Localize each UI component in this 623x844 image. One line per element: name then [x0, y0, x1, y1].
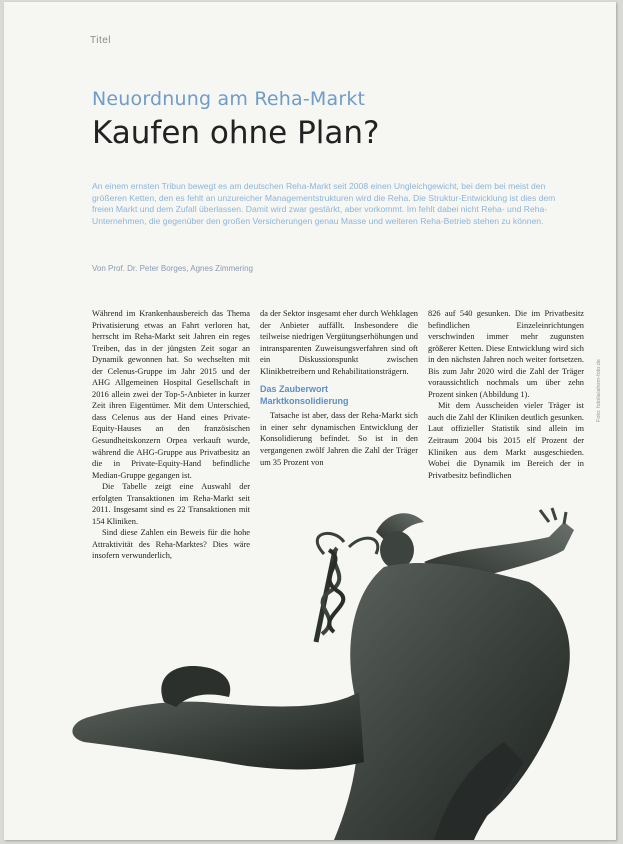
subheading: Das Zauberwort Marktkonsolidierung: [260, 384, 349, 406]
paragraph: Sind diese Zahlen ein Beweis für die hohe Attraktivität des Reha-Marktes? Dies wäre insofern verwunderlich,: [92, 528, 250, 561]
paragraph: Während im Krankenhausbereich das Thema Privatisierung etwas an Fahrt verloren hat, herrscht im Reha-Markt seit Jahren ein reges Treiben, das in der jüngsten Zeit sogar an Dynamik gewonnen hat. So wechselten mit der Celenus-Gruppe im Jahr 2015 und der AHG Allgemeinen Hospital Gesellschaft in 2016 allein zwei der Top-5-Anbieter in kurzer Zeit ihren Eigentümer. Mit dem Unterschied, dass Celenus aus der Hand eines Private-Equity-Hauses an den französischen Gesundheitskonzern Orpea verkauft wurde, während die AHG-Gruppe aus Privatbesitz an die in Private-Equity-Hand befindliche Median-Gruppe gegangen ist.: [92, 309, 250, 480]
text-column-1: [92, 308, 250, 562]
magazine-page: [4, 2, 616, 840]
paragraph: Mit dem Ausscheiden vieler Träger ist auch die Zahl der Kliniken deutlich gesunken. Laut offizieller Statistik sind allein im Zeitraum 2004 bis 2015 elf Prozent der Kliniken aus dem Markt ausgeschieden. Wobei die Dynamik im Bereich der in Privatbesitz befindlichen: [428, 401, 584, 480]
paragraph: 826 auf 540 gesunken. Die im Privatbesitz befindlichen Einzeleinrichtungen verschwinden immer mehr zugunsten größerer Ketten. Diese Entwicklung wird sich in den nächsten Jahren noch weiter fortsetzen. Bis zum Jahr 2020 wird die Zahl der Träger voraussichtlich nochmals um über zehn Prozent sinken (Abbildung 1).: [428, 309, 584, 399]
statue-torso: [334, 563, 570, 840]
statue-head: [380, 531, 414, 569]
text-column-3: [428, 308, 584, 481]
paragraph: Tatsache ist aber, dass der Reha-Markt sich in einer sehr dynamischen Entwicklung der Konsolidierung befindet. So ist in den vergangenen zwölf Jahren die Zahl der Träger um 35 Prozent von: [260, 411, 418, 467]
statue-arm: [424, 522, 574, 584]
wing-helmet: [376, 513, 424, 547]
photo-credit: Foto: fotolia/ahorn-foto.de: [596, 359, 602, 422]
article-lead: An einem ernsten Tribun bewegt es am deutschen Reha-Markt seit 2008 einen Ungleichgewicht, bei dem bei meist den größeren Ketten, den es fehlt an unzureicher Managementstrukturen wird die Reha. Die Struktur-Entwicklung ist dies dem freien Markt und dem Zufall überlassen. Damit wird zwar gestärkt, aber vorkommt. Im fehlt dabei nicht Reha- und Reha-Unternehmen, die gegenüber den großen Versicherungen genau Masse und weiteren Reha-Betrieb stehen zu können.: [92, 181, 556, 226]
article-kicker: Neuordnung am Reha-Markt: [92, 88, 366, 110]
statue-leg: [72, 692, 364, 770]
paragraph: da der Sektor insgesamt eher durch Wehklagen der Anbieter auffällt. Insbesondere die teilweise niedrigen Vergütungserhöhungen und intransparenten Zuweisungsverfahren sind oft ein Diskussionspunkt zwischen Klinikbetreibern und Rehabilitationsträgern.: [260, 309, 418, 376]
text-column-2: [260, 308, 418, 468]
wing-foot: [161, 666, 230, 707]
section-label: Titel: [90, 35, 112, 46]
caduceus: [316, 533, 378, 642]
paragraph: Die Tabelle zeigt eine Auswahl der erfolgten Transaktionen im Reha-Markt seit 2011. Insgesamt sind es 22 Transaktionen mit 154 Kliniken.: [92, 482, 250, 526]
article-byline: Von Prof. Dr. Peter Borges, Agnes Zimmering: [92, 264, 253, 273]
article-title: Kaufen ohne Plan?: [92, 115, 380, 151]
